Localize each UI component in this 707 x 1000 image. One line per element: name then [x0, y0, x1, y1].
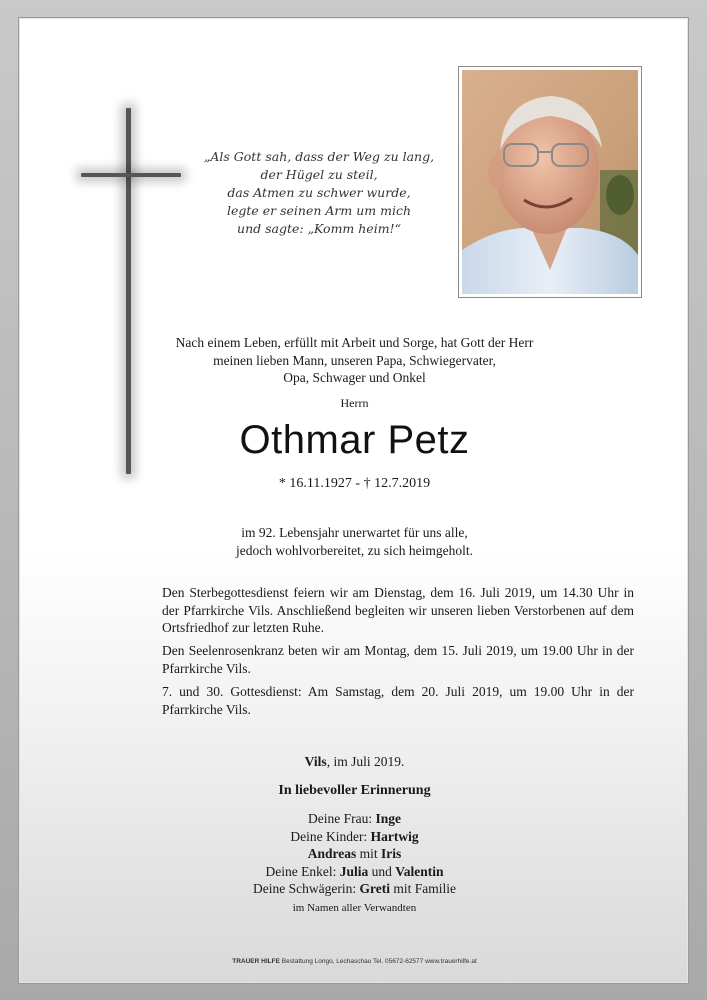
portrait-photo	[458, 66, 642, 298]
intro-line: Opa, Schwager und Onkel	[283, 370, 426, 385]
death-line: jedoch wohlvorbereitet, zu sich heimgeholt.	[236, 543, 473, 558]
family-wife: Deine Frau: Inge	[308, 811, 401, 826]
intro-line: meinen lieben Mann, unseren Papa, Schwiegervater,	[213, 352, 496, 368]
family-child: Andreas mit Iris	[307, 846, 402, 861]
on-behalf-text: im Namen aller Verwandten	[292, 902, 417, 914]
memory-heading: In liebevoller Erinnerung	[278, 783, 431, 798]
verse-line: das Atmen zu schwer wurde,	[227, 185, 411, 200]
memorial-service-paragraph: 7. und 30. Gottesdienst: Am Samstag, dem 20. Juli 2019, um 19.00 Uhr in der Pfarrkirche Vils.	[162, 684, 634, 717]
death-text	[19, 524, 690, 560]
place-date	[19, 754, 690, 770]
salutation: Herrn	[340, 396, 369, 410]
obituary-card	[18, 17, 689, 984]
intro-text	[19, 334, 690, 387]
family-list	[19, 810, 690, 898]
life-dates: * 16.11.1927 - † 12.7.2019	[278, 476, 431, 491]
death-line: im 92. Lebensjahr unerwartet für uns alle,	[241, 525, 468, 540]
verse-line: der Hügel zu steil,	[260, 167, 378, 182]
footer-text: Bestattung Longo, Lechaschau Tel. 05672-62577 www.trauerhilfe.at	[279, 958, 477, 965]
verse	[189, 148, 449, 238]
deceased-name: Othmar Petz	[239, 418, 470, 462]
funeral-service-paragraph: Den Sterbegottesdienst feiern wir am Dienstag, dem 16. Juli 2019, um 14.30 Uhr in der Pfarrkirche Vils. Anschließend begleiten wir unseren lieben Verstorbenen auf dem Ortsfriedhof zur letzten Ruhe.	[162, 585, 634, 635]
verse-line: legte er seinen Arm um mich	[226, 203, 412, 218]
rosary-paragraph: Den Seelenrosenkranz beten wir am Montag, dem 15. Juli 2019, um 19.00 Uhr in der Pfarrkirche Vils.	[162, 643, 634, 676]
family-children: Deine Kinder: Hartwig	[290, 828, 419, 844]
family-grandchildren: Deine Enkel: Julia und Valentin	[265, 863, 444, 879]
intro-line: Nach einem Leben, erfüllt mit Arbeit und Sorge, hat Gott der Herr	[175, 335, 534, 350]
verse-line: und sagte: „Komm heim!“	[237, 221, 401, 236]
family-sister-in-law: Deine Schwägerin: Greti mit Familie	[253, 881, 456, 896]
footer	[19, 958, 690, 965]
portrait-image	[462, 70, 638, 294]
footer-brand: TRAUER HILFE	[232, 958, 280, 965]
place-city: Vils	[304, 754, 327, 769]
verse-line: „Als Gott sah, dass der Weg zu lang,	[203, 149, 435, 164]
place-date-text: , im Juli 2019.	[326, 754, 405, 769]
